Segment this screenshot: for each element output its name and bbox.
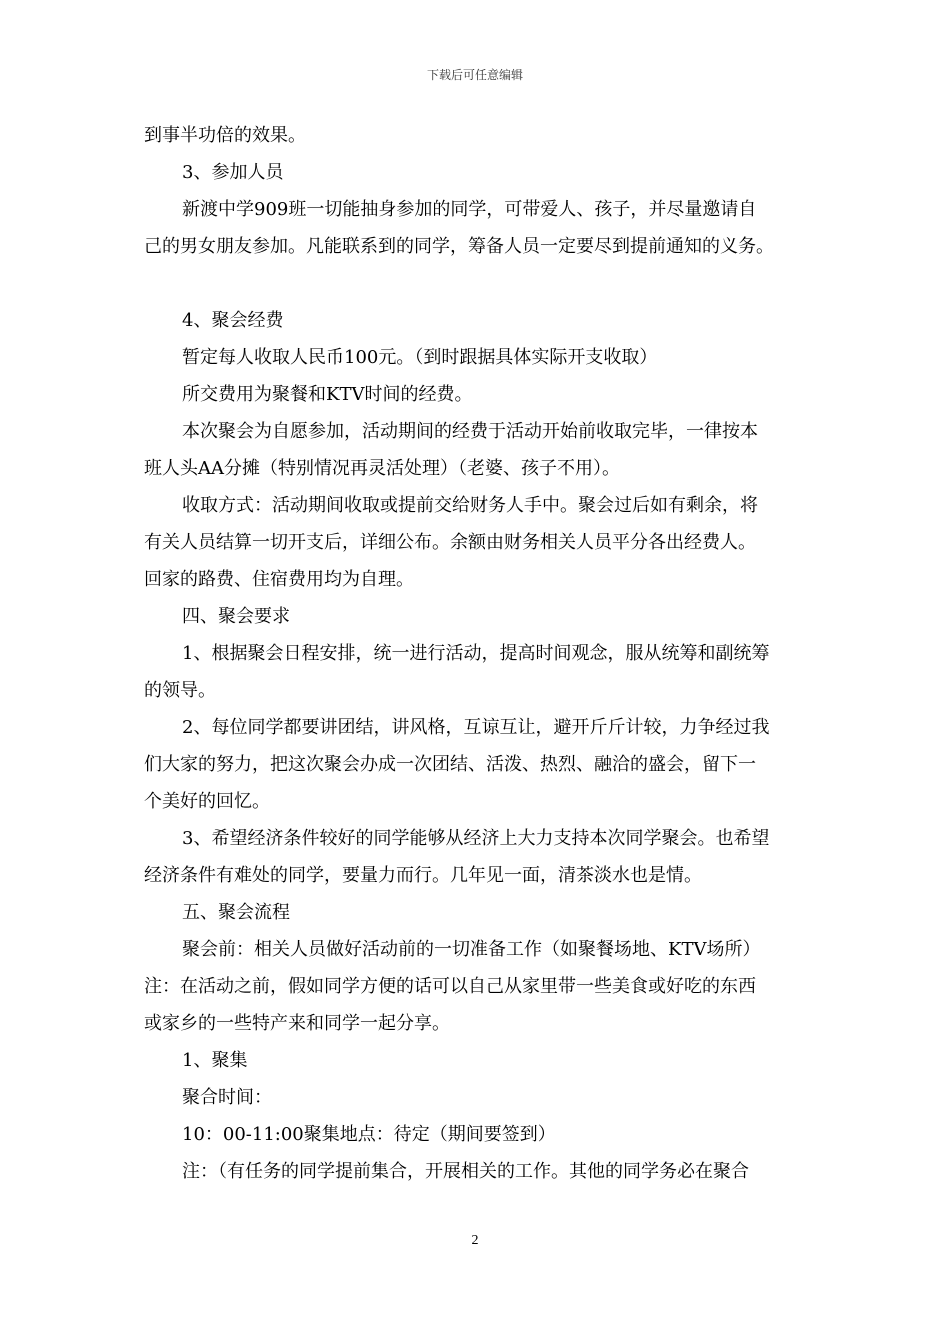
text-line: 3、希望经济条件较好的同学能够从经济上大力支持本次同学聚会。也希望 bbox=[182, 828, 770, 849]
text-line: 10：00-11:00聚集地点：待定（期间要签到） bbox=[182, 1124, 556, 1145]
page-header: 下载后可任意编辑 bbox=[426, 68, 523, 82]
text-line: 有关人员结算一切开支后，详细公布。余额由财务相关人员平分各出经费人。 bbox=[144, 532, 756, 553]
text-line: 聚会前：相关人员做好活动前的一切准备工作（如聚餐场地、KTV场所） bbox=[182, 939, 761, 960]
text-line: 到事半功倍的效果。 bbox=[144, 125, 306, 146]
text-line: 经济条件有难处的同学，要量力而行。几年见一面，清茶淡水也是情。 bbox=[144, 865, 702, 886]
text-line: 己的男女朋友参加。凡能联系到的同学，筹备人员一定要尽到提前通知的义务。 bbox=[144, 236, 774, 257]
blank-line bbox=[144, 265, 814, 302]
text-line: 的领导。 bbox=[144, 680, 216, 701]
text-line: 聚合时间： bbox=[182, 1087, 272, 1108]
text-line: 注：（有任务的同学提前集合，开展相关的工作。其他的同学务必在聚合 bbox=[182, 1161, 749, 1182]
text-line: 本次聚会为自愿参加，活动期间的经费于活动开始前收取完毕，一律按本 bbox=[182, 421, 758, 442]
document-body bbox=[144, 117, 814, 1190]
text-line: 2、每位同学都要讲团结，讲风格，互谅互让，避开斤斤计较，力争经过我 bbox=[182, 717, 770, 738]
page-number: 2 bbox=[471, 1233, 479, 1248]
text-line: 注：在活动之前，假如同学方便的话可以自己从家里带一些美食或好吃的东西 bbox=[144, 976, 756, 997]
section-heading: 4、聚会经费 bbox=[182, 310, 284, 331]
section-heading: 1、聚集 bbox=[182, 1050, 248, 1071]
section-heading: 3、参加人员 bbox=[182, 162, 284, 183]
text-line: 收取方式：活动期间收取或提前交给财务人手中。聚会过后如有剩余，将 bbox=[182, 495, 758, 516]
text-line: 或家乡的一些特产来和同学一起分享。 bbox=[144, 1013, 450, 1034]
text-line: 回家的路费、住宿费用均为自理。 bbox=[144, 569, 414, 590]
section-heading: 四、聚会要求 bbox=[182, 606, 290, 627]
text-line: 暂定每人收取人民币100元。（到时跟据具体实际开支收取） bbox=[182, 347, 658, 368]
text-line: 新渡中学909班一切能抽身参加的同学，可带爱人、孩子，并尽量邀请自 bbox=[182, 199, 757, 220]
section-heading: 五、聚会流程 bbox=[182, 902, 290, 923]
text-line: 所交费用为聚餐和KTV时间的经费。 bbox=[182, 384, 473, 405]
text-line: 们大家的努力，把这次聚会办成一次团结、活泼、热烈、融洽的盛会，留下一 bbox=[144, 754, 756, 775]
text-line: 1、根据聚会日程安排，统一进行活动，提高时间观念，服从统筹和副统筹 bbox=[182, 643, 770, 664]
text-line: 个美好的回忆。 bbox=[144, 791, 270, 812]
text-line: 班人头AA分摊（特别情况再灵活处理）（老婆、孩子不用）。 bbox=[144, 458, 620, 479]
